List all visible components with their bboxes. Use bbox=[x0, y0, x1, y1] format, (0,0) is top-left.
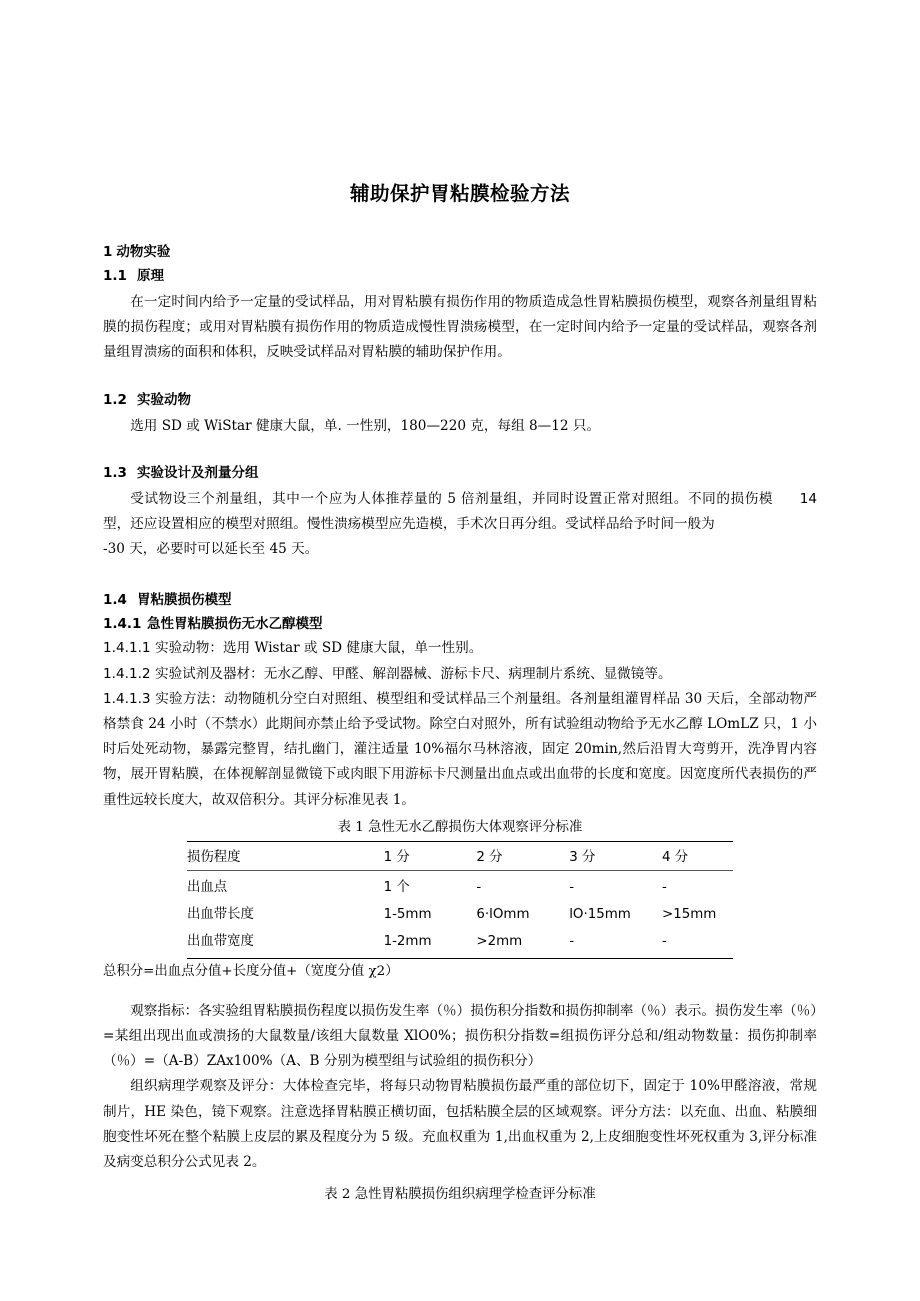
table-1-header-cell: 1 分 bbox=[384, 841, 477, 870]
table-cell-value: - bbox=[662, 928, 733, 958]
table-1-header-cell: 损伤程度 bbox=[187, 841, 384, 870]
heading-section-1-1-label: 原理 bbox=[137, 268, 164, 284]
heading-section-1-1-number: 1.1 bbox=[103, 268, 127, 284]
spacer bbox=[103, 366, 817, 388]
table-1-body bbox=[187, 870, 733, 958]
table-cell-value: 1 个 bbox=[383, 879, 410, 895]
list-item-text: 实验方法：动物随机分空白对照组、模型组和受试样品三个剂量组。各剂量组灌胃样品 30 天后，全部动物严格禁食 24 小时（不禁水）此期间亦禁止给予受试物。除空白对照外，所有试验组动物给予无水乙醇 LOmLZ 只，1 小时后处死动物，暴露完整胃，结扎幽门，灌注适量 10%福尔马林溶液，固定 20min,然后沿胃大弯剪开，洗净胃内容物，展开胃粘膜，在体视解剖显微镜下或肉眼下用游标卡尺测量出血点或出血带的长度和宽度。因宽度所代表损伤的严重性远较长度大，故双倍积分。其评分标准见表 1。 bbox=[103, 690, 817, 808]
spacer bbox=[103, 1175, 817, 1183]
table-row bbox=[187, 870, 733, 901]
table-row bbox=[187, 901, 733, 928]
table-cell-value: 1-2mm bbox=[384, 928, 477, 958]
table-2-caption: 表 2 急性胃粘膜损伤组织病理学检查评分标准 bbox=[324, 1187, 596, 1203]
table-cell-label: 出血带宽度 bbox=[187, 928, 384, 958]
table-1-header-cell: 2 分 bbox=[476, 841, 569, 870]
list-item bbox=[103, 636, 817, 661]
table-1-container bbox=[187, 817, 733, 959]
paragraph-observation-indicators: 观察指标：各实验组胃粘膜损伤程度以损伤发生率（％）损伤积分指数和损伤抑制率（％）表示。损伤发生率（％）=某组出现出血或溃扬的大鼠数量/该组大鼠数量 XlO0%；损伤积分指数=组损伤评分总和/组动物数量：损伤抑制率（％）=（A-B）ZAx100%（A、B 分别为模型组与试验组的损伤积分） bbox=[103, 1002, 817, 1070]
table-header-row bbox=[187, 841, 733, 870]
list-item bbox=[103, 687, 817, 813]
paragraph-design-dosing-text-a: 受试物设三个剂量组，其中一个应为人体推荐量的 5 倍剂量组，并同时设置正常对照组。不同的损伤模型，还应设置相应的模型对照组。慢性溃疡模型应先造模，手术次日再分组。受试样品给予时间一般为 bbox=[103, 490, 773, 533]
paragraph-principle: 在一定时间内给予一定量的受试样品，用对胃粘膜有损伤作用的物质造成急性胃粘膜损伤模型，观察各剂量组胃粘膜的损伤程度；或用对胃粘膜有损伤作用的物质造成慢性胃溃疡模型，在一定时间内给予一定量的受试样品，观察各剂量组胃溃疡的面积和体积，反映受试样品对胃粘膜的辅助保护作用。 bbox=[103, 294, 817, 361]
heading-section-1-label: 动物实验 bbox=[116, 244, 171, 260]
stray-number-14: 14 bbox=[799, 490, 817, 507]
page-title: 辅助保护胃粘膜检验方法 bbox=[349, 182, 570, 205]
paragraph-experimental-animals: 选用 SD 或 WiStar 健康大鼠，单. 一性别，180—220 克，每组 8—12 只。 bbox=[130, 417, 601, 434]
spacer bbox=[103, 562, 817, 588]
table-cell-value: >2mm bbox=[476, 928, 569, 958]
spacer bbox=[103, 206, 817, 240]
table-1-caption: 表 1 急性无水乙醇损伤大体观察评分标准 bbox=[337, 819, 583, 835]
paragraph-histopathology: 组织病理学观察及评分：大体检查完毕，将每只动物胃粘膜损伤最严重的部位切下，固定于 10%甲醛溶液，常规制片，HE 染色，镜下观察。注意选择胃粘膜正横切面，包括粘膜全层的区域观察。评分方法：以充血、出血、粘膜细胞变性坏死在整个粘膜上皮层的累及程度分为 5 级。充血权重为 1,出血权重为 2,上皮细胞变性坏死权重为 3,评分标准及病变总积分公式见表 2。 bbox=[103, 1078, 817, 1171]
table-cell-value: >15mm bbox=[662, 906, 717, 922]
heading-section-1-3-number: 1.3 bbox=[103, 464, 127, 481]
spacer bbox=[103, 983, 817, 999]
list-item bbox=[103, 662, 817, 687]
heading-section-1-4 bbox=[103, 588, 817, 608]
heading-section-1-2-number: 1.2 bbox=[103, 391, 127, 408]
heading-section-1 bbox=[103, 240, 817, 260]
paragraph-design-dosing-part-a bbox=[103, 487, 817, 537]
list-item-number: 1.4.1.3 bbox=[103, 690, 151, 707]
table-1-header-cell: 4 分 bbox=[662, 841, 733, 870]
table-1-header-cell: 3 分 bbox=[569, 841, 662, 870]
table-1-head bbox=[187, 841, 733, 870]
heading-section-1-3 bbox=[103, 461, 817, 481]
heading-section-1-4-1-label: 急性胃粘膜损伤无水乙醇模型 bbox=[147, 616, 323, 633]
table-cell-value: - bbox=[569, 879, 575, 895]
table-cell-label: 出血带长度 bbox=[187, 906, 254, 922]
list-item-number: 1.4.1.1 bbox=[103, 640, 151, 657]
heading-section-1-4-1 bbox=[103, 612, 817, 632]
table-cell-value: 6·lOmm bbox=[476, 906, 530, 922]
heading-section-1-2 bbox=[103, 388, 817, 408]
table-cell-value: 1-5mm bbox=[383, 906, 432, 922]
table-cell-value: - bbox=[569, 928, 662, 958]
table-1 bbox=[187, 841, 733, 959]
table-1-total-formula: 总积分=出血点分值+长度分值+（宽度分值 χ2） bbox=[103, 963, 399, 979]
heading-section-1-4-label: 胃粘膜损伤模型 bbox=[137, 592, 232, 609]
heading-section-1-4-1-number: 1.4.1 bbox=[103, 616, 142, 633]
list-item-number: 1.4.1.2 bbox=[103, 665, 151, 682]
heading-section-1-4-number: 1.4 bbox=[103, 592, 127, 609]
table-cell-value: - bbox=[476, 879, 482, 895]
heading-section-1-number: 1 bbox=[103, 244, 113, 260]
heading-section-1-2-label: 实验动物 bbox=[137, 391, 191, 408]
table-cell-label: 出血点 bbox=[187, 879, 228, 895]
heading-section-1-3-label: 实验设计及剂量分组 bbox=[137, 464, 259, 481]
heading-section-1-1 bbox=[103, 264, 817, 284]
table-cell-value: - bbox=[662, 879, 667, 895]
table-row bbox=[187, 928, 733, 958]
spacer bbox=[103, 439, 817, 461]
list-item-text: 实验动物：选用 Wistar 或 SD 健康大鼠，单一性别。 bbox=[155, 640, 483, 657]
list-item-text: 实验试剂及器材：无水乙醇、甲醛、解剖器械、游标卡尺、病理制片系统、显微镜等。 bbox=[155, 665, 672, 682]
paragraph-design-dosing-part-b: -30 天，必要时可以延长至 45 天。 bbox=[103, 541, 319, 558]
table-cell-value: lO·15mm bbox=[569, 906, 631, 922]
